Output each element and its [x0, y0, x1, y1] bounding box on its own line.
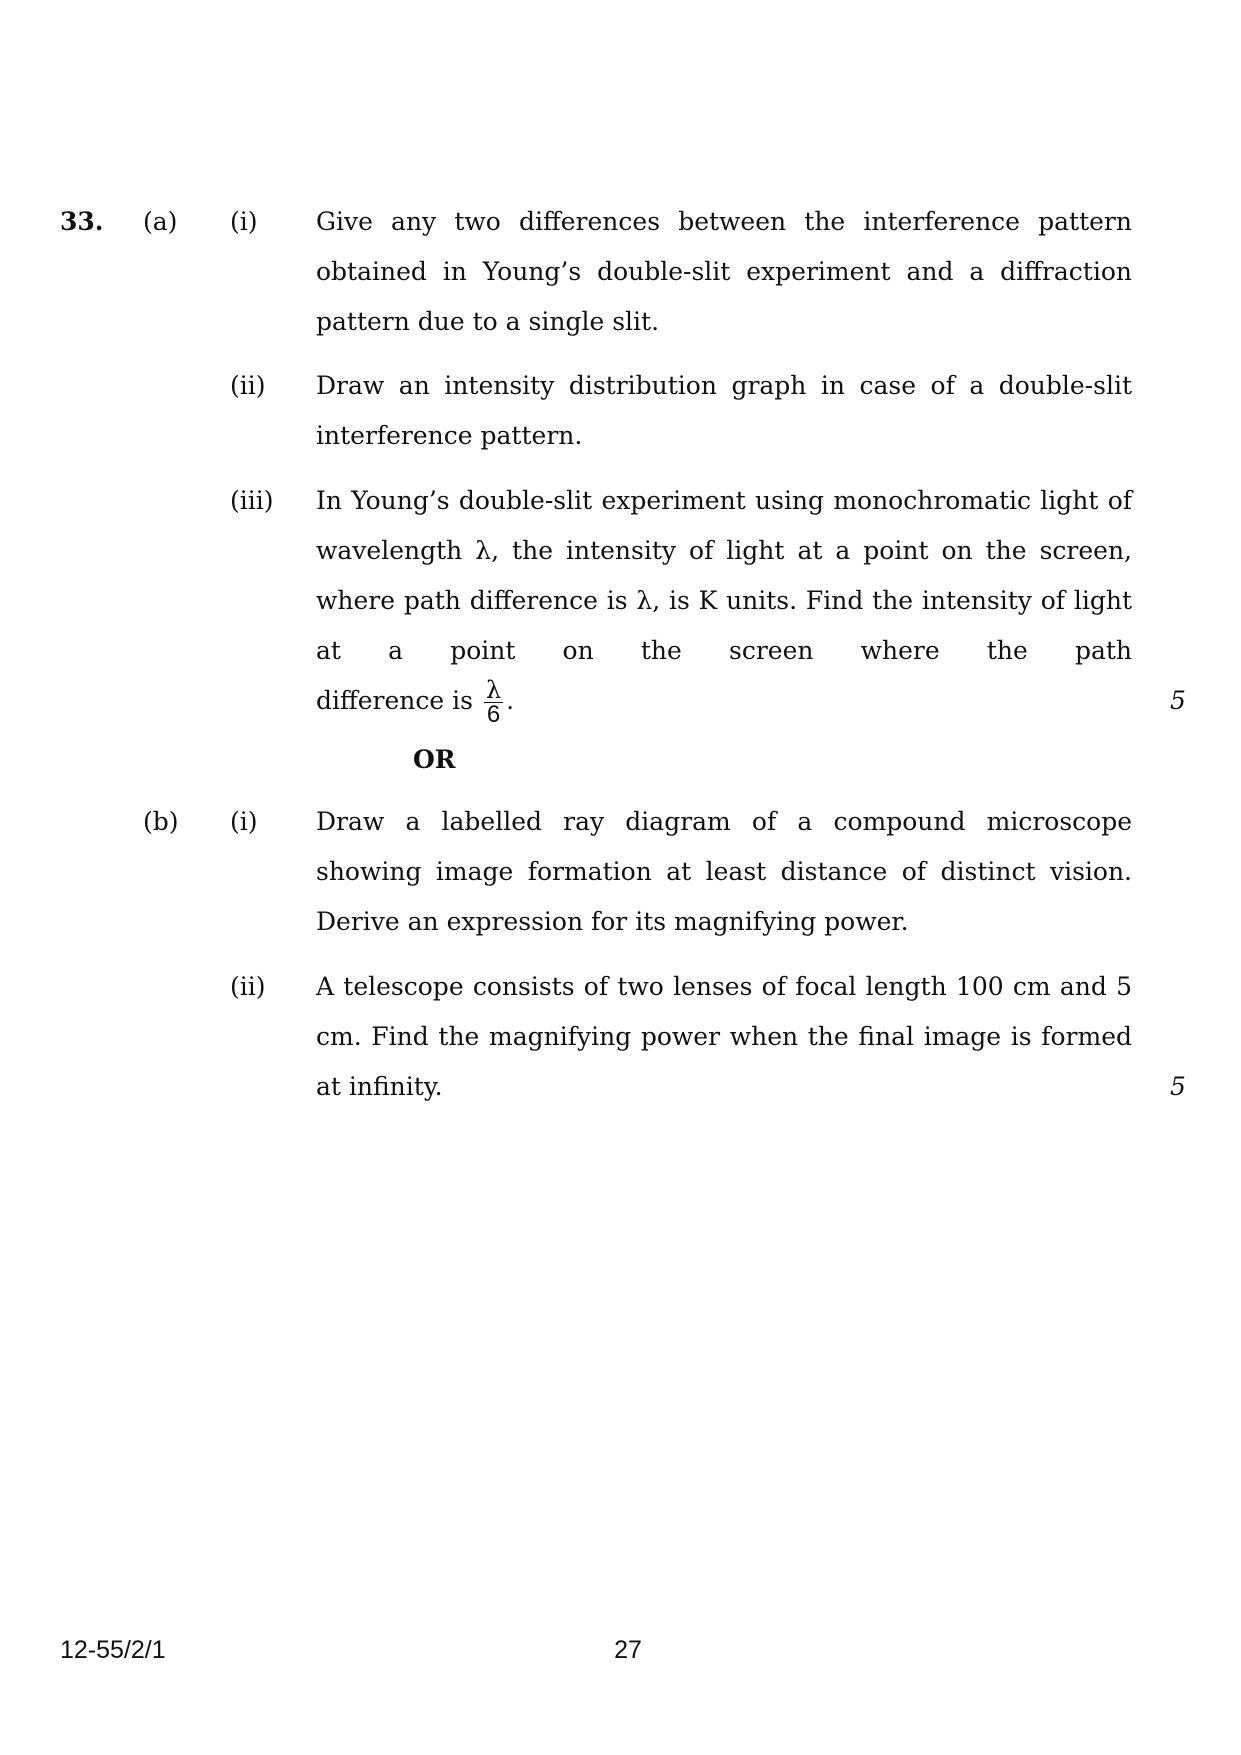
part-b-ii-label: (ii): [230, 972, 266, 1001]
question-number: 33.: [60, 207, 104, 236]
paper-code: 12-55/2/1: [60, 1636, 166, 1664]
part-b-i-label: (i): [230, 807, 258, 836]
lambda-over-6-fraction: [484, 678, 503, 727]
or-separator: OR: [413, 745, 456, 774]
part-a-label: (a): [143, 207, 178, 236]
part-a-ii-text: Draw an intensity distribution graph in case of a double-slit interference pattern.: [316, 371, 1132, 450]
part-a-marks: 5: [1170, 686, 1186, 715]
fraction-denominator: 6: [486, 701, 501, 728]
page-number: 27: [614, 1636, 642, 1664]
part-b-ii-text: A telescope consists of two lenses of focal length 100 cm and 5 cm. Find the magnifying power when the final image is formed at infinity.: [316, 972, 1132, 1101]
part-b-i-text: Draw a labelled ray diagram of a compound microscope showing image formation at least distance of distinct vision. Derive an expression for its magnifying power.: [316, 807, 1132, 936]
fraction-numerator: λ: [485, 676, 502, 704]
part-a-iii-last-line: [316, 676, 514, 727]
part-a-i-text: Give any two differences between the interference pattern obtained in Young’s double-slit experiment and a diffraction pattern due to a single slit.: [316, 207, 1132, 336]
part-a-i-label: (i): [230, 207, 258, 236]
part-a-iii-text: In Young’s double-slit experiment using monochromatic light of wavelength λ, the intensity of light at a point on the screen, where path difference is λ, is K units. Find the intensity of light at a point on the screen where the path: [316, 486, 1132, 665]
part-a-iii-text-end: difference is: [316, 686, 473, 715]
part-a-ii-label: (ii): [230, 371, 266, 400]
period: .: [506, 686, 515, 715]
part-a-iii-label: (iii): [230, 486, 274, 515]
part-b-label: (b): [143, 807, 179, 836]
part-b-marks: 5: [1170, 1072, 1186, 1101]
